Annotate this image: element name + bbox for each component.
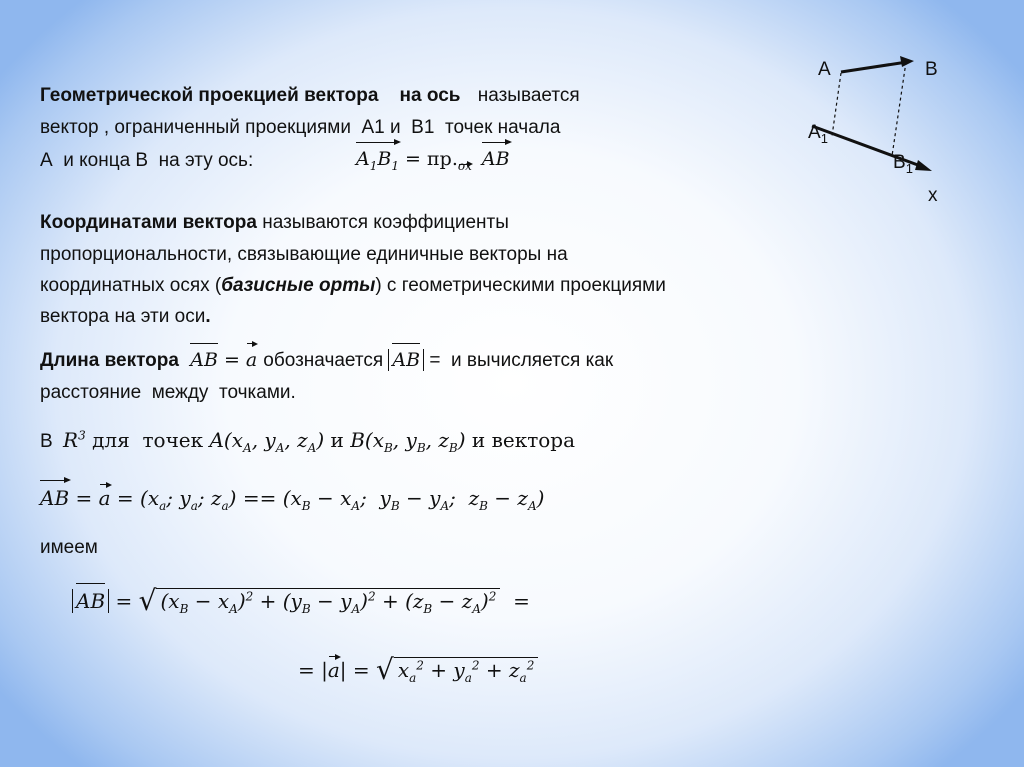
vector-ab: AB (482, 142, 510, 170)
vector-length-line2: расстояние между точками. (40, 382, 296, 403)
vector-a1b1: $A_1B_1$ (356, 142, 399, 170)
projection-formula: $A_1B_1 = пр._{ox}$ AB (356, 142, 510, 170)
label-a: A (818, 59, 831, 80)
vector-length-notation: AB = a (190, 349, 263, 371)
basis-orts-term: базисные орты (221, 275, 376, 296)
definition-coordinates-line4: вектора на эти оси. (40, 306, 211, 327)
projection-line-a (832, 73, 841, 136)
definition-projection-verb: называется (477, 85, 580, 106)
label-b: B (925, 59, 938, 80)
definition-projection-line2: вектор , ограниченный проекциями А1 и В1 точек начала (40, 117, 561, 138)
definition-projection-line1 (40, 80, 580, 111)
vector-coordinates-formula: AB = $a = (x_a$; $y_a$; $z_a) == (x_B - x_A$; $y_B - y_A$; $z_B - z_A$) (40, 480, 544, 510)
length-formula-line1: AB = √ $(x_B - x_A)^2 + (y_B - y_A)^2 + (z_B - z_A)^2$ = (72, 583, 530, 617)
length-formula-line2: = |a| = √ $x_a^2 + y_a^2 + z_a^2$ (298, 653, 538, 686)
vector-length-modulus: AB (388, 349, 424, 371)
definition-projection-line3: А и конца В на эту ось: (40, 150, 254, 171)
imeem-label: имеем (40, 537, 98, 558)
axis-x-arrowhead (915, 160, 932, 171)
label-b1: $B_1$ (893, 152, 913, 176)
axis-ox-subscript: ox (457, 158, 472, 173)
label-x: x (928, 185, 938, 206)
vector-ab-arrowhead (900, 56, 914, 67)
projection-operator: пр. (427, 148, 458, 170)
vector-ab-line (841, 62, 907, 72)
projection-diagram (790, 50, 990, 210)
definition-coordinates-term: Координатами вектора (40, 212, 257, 233)
definition-projection-term: Геометрической проекцией вектора на ось (40, 85, 461, 106)
definition-coordinates-line2: пропорциональности, связывающие единичные векторы на (40, 244, 568, 265)
projection-line-b (892, 62, 906, 156)
points-statement: В $R^3$ для точек $A(x_A$, $y_A$, $z_A$) и $B(x_B$, $y_B$, $z_B$) и вектора (40, 428, 576, 455)
label-a1: $A_1$ (808, 122, 828, 146)
definition-coordinates-line1: Координатами вектора называются коэффициенты (40, 212, 509, 233)
definition-coordinates-line3: координатных осях (базисные орты) с геометрическими проекциями (40, 275, 666, 296)
vector-length-term: Длина вектора (40, 350, 179, 371)
vector-length-line1: Длина вектора AB = a обозначается AB = и вычисляется как (40, 341, 613, 376)
